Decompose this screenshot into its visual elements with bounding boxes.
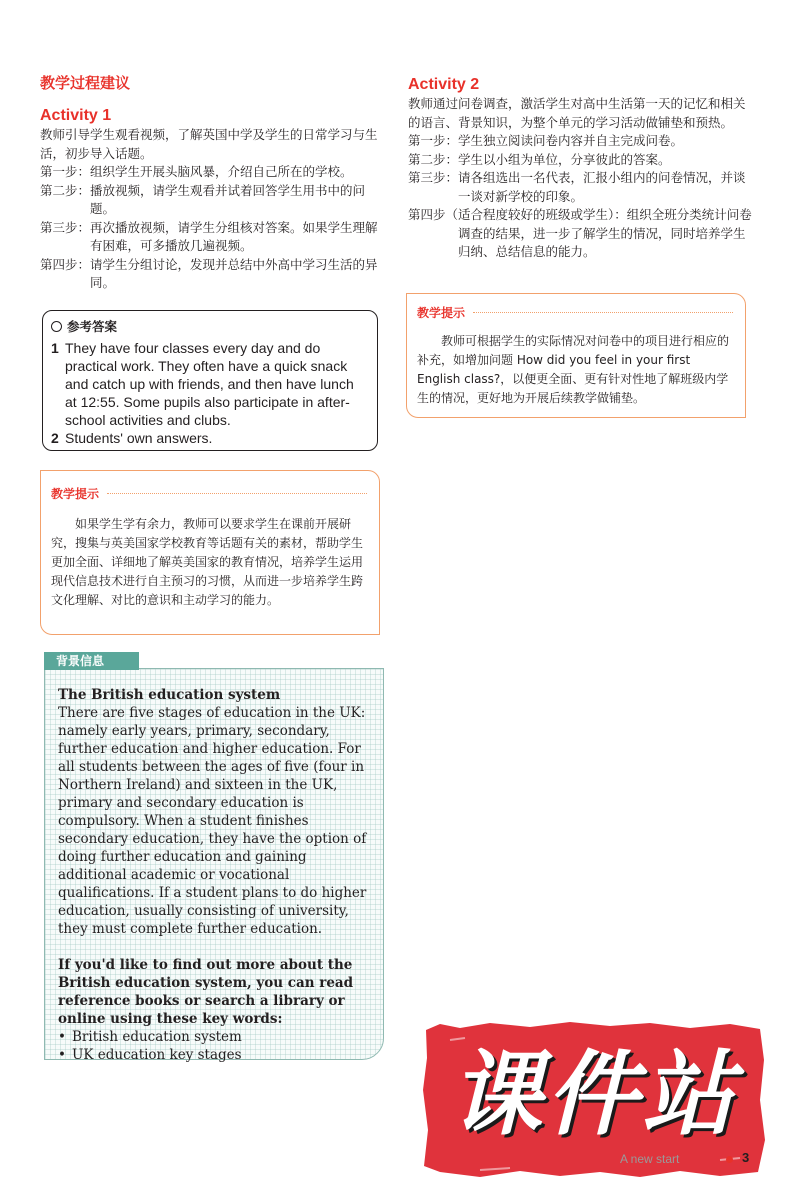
activity-2-step bbox=[408, 169, 753, 206]
activity-1-intro: 教师引导学生观看视频，了解英国中学及学生的日常学习与生活，初步导入话题。 bbox=[40, 127, 378, 161]
background-paragraph: There are five stages of education in the UK: namely early years, primary, secondary, further education and higher education. For all students between the ages of five (four in Northern Ireland) and sixteen in the UK, primary and secondary education is compulsory. When a student finishes secondary education, they have the option of doing further education and gaining additional academic or vocational qualifications. If a student plans to do higher education, usually consisting of university, they must complete further education. bbox=[58, 705, 367, 937]
step-text: 请各组选出一名代表，汇报小组内的问卷情况，并谈一谈对新学校的印象。 bbox=[458, 170, 746, 204]
activity-2-step bbox=[408, 132, 753, 151]
activity-2-step bbox=[408, 206, 753, 262]
tip-label: 教学提示 bbox=[417, 306, 466, 320]
list-item bbox=[58, 1046, 376, 1064]
keyword-text: British education system bbox=[72, 1029, 242, 1045]
step-label: 第三步： bbox=[408, 170, 459, 185]
page-dot-icon bbox=[726, 1156, 733, 1163]
background-info-label: 背景信息 bbox=[44, 652, 139, 670]
answer-number: 1 bbox=[51, 340, 59, 356]
step-text: 组织学生开展头脑风暴，介绍自己所在的学校。 bbox=[90, 164, 353, 179]
step-label: 第二步： bbox=[408, 151, 459, 167]
stamp-text: 课件站 bbox=[449, 1041, 738, 1148]
stamp-watermark bbox=[420, 1020, 768, 1180]
list-item bbox=[58, 1028, 376, 1046]
answer-number: 2 bbox=[51, 430, 59, 446]
activity-1-step bbox=[40, 219, 385, 256]
step-label: 第一步： bbox=[408, 133, 459, 148]
background-title: The British education system bbox=[58, 687, 281, 703]
answer-item bbox=[51, 429, 369, 447]
activity-2-title: Activity 2 bbox=[408, 76, 480, 93]
teaching-tip-box-left bbox=[40, 470, 380, 635]
footer-unit-title: A new start bbox=[620, 1152, 680, 1166]
activity-1-step bbox=[40, 163, 385, 182]
reference-answers-title: 参考答案 bbox=[67, 319, 118, 334]
reference-answers-box bbox=[42, 310, 378, 451]
answer-text: Students' own answers. bbox=[65, 430, 213, 446]
step-text: 请学生分组讨论，发现并总结中外高中学习生活的异同。 bbox=[90, 256, 378, 290]
activity-2-step bbox=[408, 151, 753, 170]
tip-header bbox=[51, 485, 367, 502]
circle-icon bbox=[51, 321, 62, 332]
activity-1-title: Activity 1 bbox=[40, 107, 112, 124]
tip-body: 教师可根据学生的实际情况对问卷中的项目进行相应的补充，如增加问题 How did you feel in your first English class?，以便更全面、更有针对性地了解班级内学生的情况，更好地为开展后续教学做铺垫。 bbox=[417, 334, 730, 405]
background-more-info: If you'd like to find out more about the British education system, you can read reference books or search a library or online using these key words: bbox=[58, 957, 354, 1027]
dotted-divider bbox=[107, 493, 367, 494]
step-text: 适合程度较好的班级或学生）：组织全班分类统计问卷调查的结果，进一步了解学生的情况，同时培养学生归纳、总结信息的能力。 bbox=[458, 207, 752, 259]
step-text: 再次播放视频，请学生分组核对答案。如果学生理解有困难，可多播放几遍视频。 bbox=[90, 219, 378, 253]
step-label: 第三步： bbox=[40, 219, 91, 235]
step-label: 第二步： bbox=[40, 182, 91, 198]
right-column bbox=[408, 76, 753, 262]
answer-text: They have four classes every day and do practical work. They often have a quick snack and catch up with friends, and then have lunch at 12:55. Some pupils also participate in after-school activities and clubs. bbox=[65, 340, 354, 428]
tip-body: 如果学生学有余力，教师可以要求学生在课前开展研究，搜集与英美国家学校教育等话题有关的素材，帮助学生更加全面、详细地了解英美国家的教育情况，培养学生运用现代信息技术进行自主预习的习惯，从而进一步培养学生跨文化理解、对比的意识和主动学习的能力。 bbox=[51, 517, 364, 607]
keyword-text: UK education key stages bbox=[72, 1047, 242, 1063]
reference-answers-header bbox=[51, 317, 369, 335]
step-text: 学生独立阅读问卷内容并自主完成问卷。 bbox=[458, 133, 684, 148]
step-label: 第四步（ bbox=[408, 207, 459, 222]
activity-1-step bbox=[40, 182, 385, 219]
page-number: 3 bbox=[742, 1150, 750, 1165]
keyword-list bbox=[58, 1028, 376, 1064]
section-heading: 教学过程建议 bbox=[40, 74, 131, 92]
bullet-icon: • bbox=[58, 1047, 66, 1063]
step-label: 第一步： bbox=[40, 164, 91, 179]
bullet-icon: • bbox=[58, 1029, 66, 1045]
answer-item bbox=[51, 339, 369, 429]
teaching-tip-box-right bbox=[406, 293, 746, 418]
background-info-content bbox=[58, 686, 376, 1064]
tip-header bbox=[417, 304, 733, 321]
activity-1-step bbox=[40, 256, 385, 293]
step-label: 第四步： bbox=[40, 256, 91, 272]
left-column bbox=[40, 72, 385, 293]
activity-2-intro: 教师通过问卷调查，激活学生对高中生活第一天的记忆和相关的语言、背景知识，为整个单元的学习活动做铺垫和预热。 bbox=[408, 96, 746, 130]
dotted-divider bbox=[473, 312, 733, 313]
tip-label: 教学提示 bbox=[51, 487, 100, 501]
step-text: 播放视频，请学生观看并试着回答学生用书中的问题。 bbox=[90, 182, 366, 216]
step-text: 学生以小组为单位，分享彼此的答案。 bbox=[458, 151, 671, 167]
